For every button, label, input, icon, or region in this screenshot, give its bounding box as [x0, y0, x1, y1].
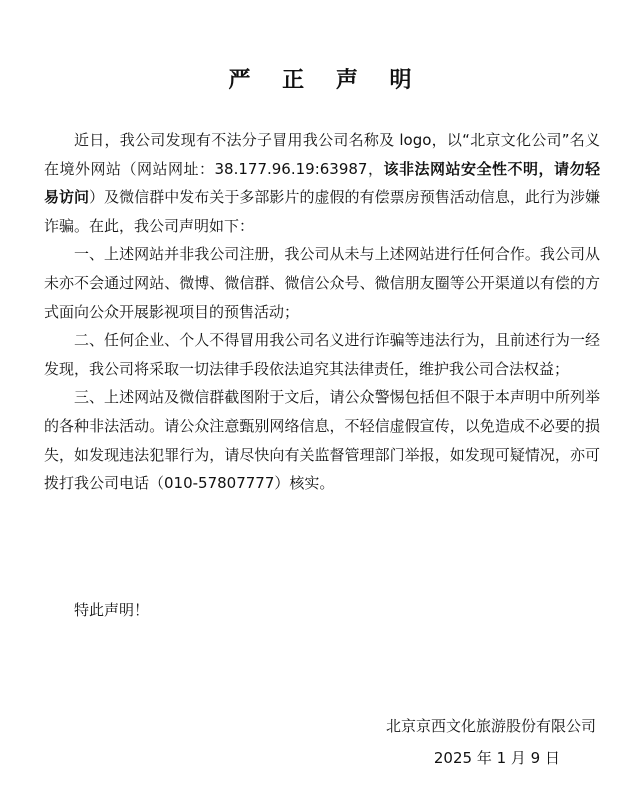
- intro-bold-warning: 该非法网站安全性不明，请勿轻易访问: [44, 159, 600, 207]
- signature-company: 北京京西文化旅游股份有限公司: [385, 717, 596, 735]
- intro-paragraph: [44, 126, 600, 240]
- statement-item-1: 一、上述网站并非我公司注册，我公司从未与上述网站进行任何合作。我公司从未亦不会通过网站、微博、微信群、微信公众号、微信朋友圈等公开渠道以有偿的方式面向公众开展影视项目的预售活动；: [44, 245, 600, 321]
- statement-item-3: 三、上述网站及微信群截图附于文后，请公众警惕包括但不限于本声明中所列举的各种非法活动。请公众注意甄别网络信息，不轻信虚假宣传，以免造成不必要的损失，如发现违法犯罪行为，请尽快向有关监督管理部门举报，如发现可疑情况，亦可拨打我公司电话（010-57807777）核实。: [44, 388, 600, 493]
- closing-line: 特此声明！: [74, 601, 150, 619]
- statement-item-2: 二、任何企业、个人不得冒用我公司名义进行诈骗等违法行为，且前述行为一经发现，我公司将采取一切法律手段依法追究其法律责任，维护我公司合法权益；: [44, 331, 600, 378]
- document-title: 严 正 声 明: [228, 66, 424, 93]
- signature-date: 2025 年 1 月 9 日: [433, 749, 560, 767]
- intro-text-part1: 近日，我公司发现有不法分子冒用我公司名称及 logo，以“北京文化公司”名义在境外网站（网站网址：38.177.96.19:63987，: [44, 131, 600, 178]
- intro-text-part2: ）及微信群中发布关于多部影片的虚假的有偿票房预售活动信息，此行为涉嫌诈骗。在此，我公司声明如下：: [44, 188, 600, 235]
- statement-body: [44, 126, 600, 498]
